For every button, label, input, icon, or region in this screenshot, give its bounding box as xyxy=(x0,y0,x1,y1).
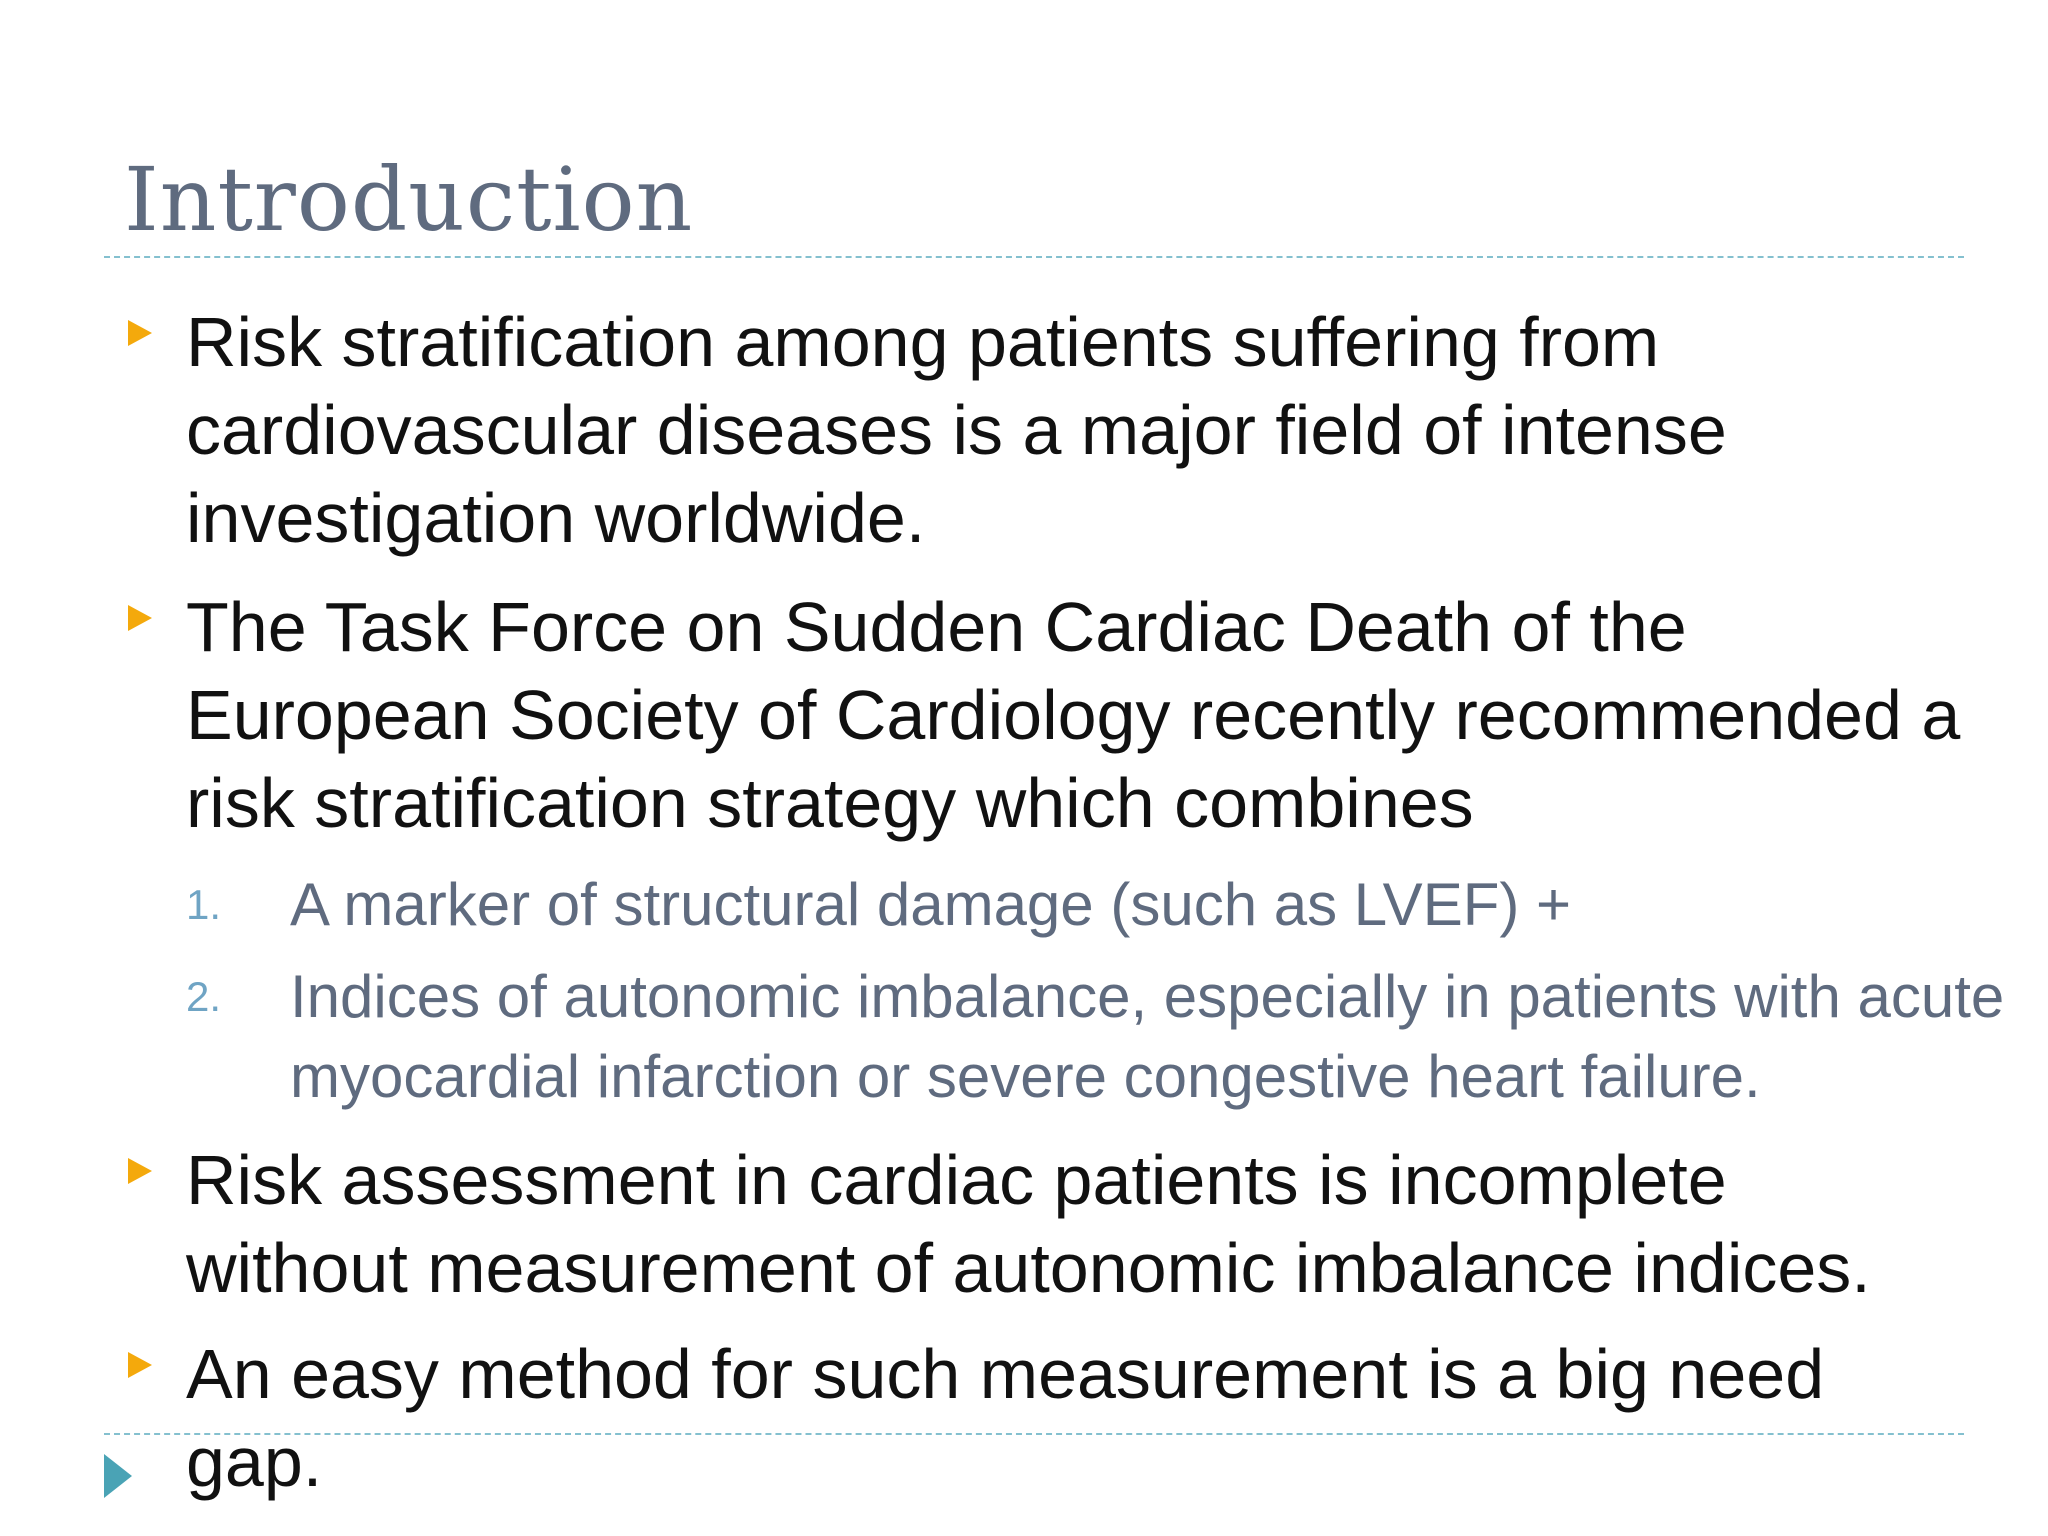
slide-title: Introduction xyxy=(124,148,694,251)
bullet-text: Risk assessment in cardiac patients is incomplete without measurement of autonomic imbalance indices. xyxy=(186,1141,1871,1307)
footer-divider xyxy=(104,1433,1964,1435)
bullet-text: Risk stratification among patients suffering from cardiovascular diseases is a major field of intense investigation worldwide. xyxy=(186,303,1727,557)
play-arrow-icon[interactable] xyxy=(104,1454,132,1498)
bullet-triangle-icon xyxy=(128,1158,152,1184)
bullet-text: The Task Force on Sudden Cardiac Death of the European Society of Cardiology recently recommended a risk stratification strategy which combines xyxy=(186,588,1961,842)
title-divider xyxy=(104,256,1964,258)
subitem-number: 2. xyxy=(186,973,222,1020)
bullet-triangle-icon xyxy=(128,1352,152,1378)
bullet-triangle-icon xyxy=(128,320,152,346)
bullet-triangle-icon xyxy=(128,605,152,631)
subitem-text: Indices of autonomic imbalance, especially in patients with acute myocardial infarction or severe congestive heart failure. xyxy=(290,963,2005,1110)
subitem-text: A marker of structural damage (such as LVEF) + xyxy=(290,871,1572,938)
bullet-text: An easy method for such measurement is a big need gap. xyxy=(186,1335,1825,1501)
subitem-number: 1. xyxy=(186,881,222,928)
